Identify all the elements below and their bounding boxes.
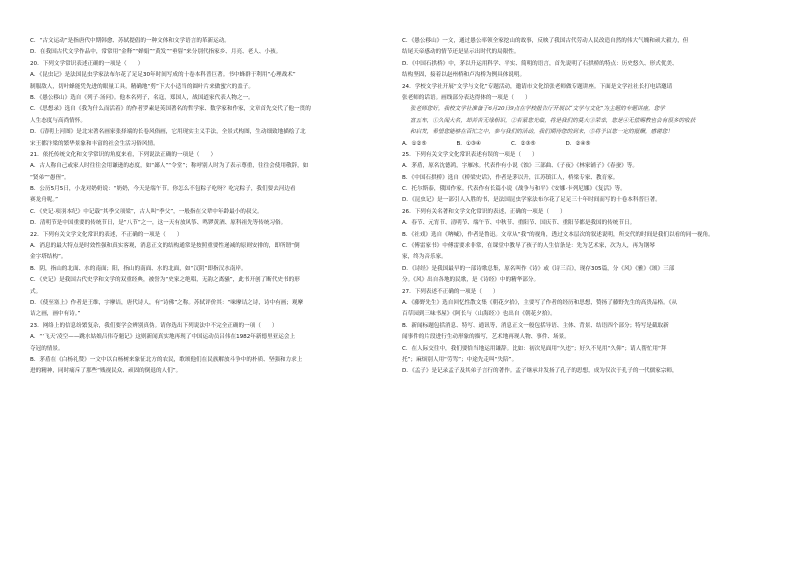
text-line: D．《中国石拱桥》中，茅以升运用科学、平实、简明的语言，首先说明了石拱桥的特点：历史悠久、形式优美、 [402, 60, 678, 67]
text-line: B．《中国石拱桥》选自《桥梁史话》，作者是茅以升，江苏镇江人，桥梁专家、教育家。 [402, 174, 619, 181]
text-line: 结构坚固，接着以赵州桥和卢沟桥为例具体说明。 [402, 72, 526, 79]
text-line: 进的精神，同时痛斥了那些“贱视民众、顽固的倒退的人们”。 [30, 368, 182, 375]
text-line: C．《傅雷家书》中傅雷要求非常，在课堂中教导了孩子的人生信条是：先为艺术家，次为人，再为钢琴 [402, 243, 655, 250]
answer-option: D．②④⑤ [565, 140, 591, 147]
text-line: A．《昆虫记》是法国昆虫学家法布尔花了足足30年时间写成的十卷本科普巨著。书中蜂群于利用“心理战术” [30, 72, 296, 79]
text-line: 23．网络上的信息纷繁复杂，我们要学会辨别真伪。请你选出下列说法中不完全正确的一项（ ） [30, 322, 278, 329]
quoted-passage-line: 张老师您好，我校文学社准备于6月20日9点在学校报告厅开展以“文学与文化”为主题的专题讲座，您学 [410, 106, 665, 113]
text-line: 闻事件的片段进行生动形象的描写，艺术地再现人物、事件、场景。 [402, 334, 570, 341]
text-line: D．在我国古代文学作品中，常常用“金释”“婵娟”“黄发”“垂髫”来分别代指家乡、月亮、老人、小孩。 [30, 49, 282, 56]
text-line: D．《使至塞上》作者是王维，字摩诘，唐代诗人，有“诗佛”之称。苏轼评价其：“味摩诘之诗，诗中有画；观摩 [30, 299, 304, 306]
text-line: 金字塔结构”。 [30, 254, 67, 261]
text-line: D．《孟子》是记录孟子及其弟子言行的著作。孟子继承并发扬了孔子的思想，成为仅次于孔子的一代儒家宗师， [402, 368, 678, 375]
text-line: 分。《风》出自各地的民歌，是《诗经》中的精华部分。 [402, 277, 540, 284]
text-line: A．《藤野先生》选自回忆性散文集《朝花夕拾》，主要写了作者的经历和思想，赞扬了藤野先生的高贵品格。《从 [402, 299, 678, 306]
text-line: C．《史记》是我国古代史学和文学的双重经典，被誉为“史家之绝唱，无韵之离骚”，此书开创了断代史书的形 [30, 277, 300, 284]
text-line: C．“古文运动”是指唐代中期韩愈、苏轼提倡的一种文体和文学语言的革新运动。 [30, 38, 230, 44]
text-line: 20．下列文学常识表述正确的一项是（ ） [30, 60, 144, 67]
answer-option: C．②③⑤ [510, 140, 536, 147]
text-line: A．古人称自己或家人时往往会用谦逊的态度，如“鄙人”“令堂”；称呼别人时为了表示尊重，往往会使用敬辞，如 [30, 163, 309, 170]
text-line: 张老师的话语。画线部分表达得体的一项是（ ） [402, 94, 531, 101]
text-line: C．托尔斯泰，俄国作家。代表作有长篇小说《战争与和平》《安娜·卡列尼娜》《复活》等。 [402, 186, 626, 193]
quoted-passage-line: 和启发，希望您能够在百忙之中，参与我们的活动，我们期待您的到来，⑤将予以您一定的报酬，感谢您！ [410, 129, 673, 136]
text-line: B．新闻标题包括消息、特写、通讯等，消息正文一般包括导语、主体、背景、结语四个部分；特写是截取新 [402, 322, 669, 329]
text-line: 27．下列表述不正确的一项是（ ） [402, 288, 499, 295]
right-column [402, 36, 744, 378]
answer-option: B．①③④ [456, 140, 481, 147]
text-line: C．在人际交往中，我们要恰当地运用谦辞。比如：初次见面用“久违”；好久不见用“久仰”；请人帮忙用“拜 [402, 345, 667, 352]
text-line: B．《愚公移山》选自《列子·汤问》。他本名列子，名寇，郑国人，战国道家代表人物之一。 [30, 94, 254, 101]
text-line: “贤弟”“愚侄”。 [30, 174, 70, 181]
text-line: B．茅盾在《白杨礼赞》一文中以白杨树来象征北方的农民，歌颂他们在民族解放斗争中的朴质、坚强和力求上 [30, 356, 303, 363]
text-line: 百草园到三味书屋》《阿长与〈山海经〉》也出自《朝花夕拾》。 [402, 311, 556, 318]
text-line: 22．下列有关文学文化常识的表述，不正确的一项是（ ） [30, 231, 183, 238]
text-line: B．公历5月5日，小龙对奶奶说：“奶奶，今天是端午节。你怎么不包粽子吃呀？吃完粽子，我们要去河边看 [30, 186, 296, 193]
text-line: B．《社戏》选自《呐喊》，作者是鲁迅。文章从“我”的视角，透过文本层次的叙述说明，所交代的时间是我们以看的同一视角。 [402, 231, 714, 238]
text-line: 赛龙舟呢。” [30, 197, 59, 204]
text-line: D．清明节是中国重要的传统节日，是“八节”之一，这一天有放风筝、鸣锣黄酒、原科祖先等传统习俗。 [30, 220, 287, 227]
text-line: 家，终为音乐家。 [402, 254, 447, 261]
text-line: 宋王都汴梁的繁华景象和丰富的社会生活习俗风情。 [30, 140, 159, 147]
text-line: A．“‘飞天’凌空——跳水姑娘吕伟夺魁记》这则新闻真实地再现了中国运动员吕伟在1982年新德里亚运会上 [30, 334, 296, 341]
text-line: 26．下列有关名著和文学文化常识的表述，正确的一项是（ ） [402, 208, 566, 215]
text-line: D．《诗经》是我国最早的一部诗歌总集，原名叫作《诗》或《诗三百》，现存305篇，分《风》《雅》《颂》三部 [402, 265, 675, 272]
text-line: 21．依托传统文化和文学常识的角度来看，下列说法正确的一项是（ ） [30, 151, 217, 158]
text-line: 式。 [30, 288, 42, 295]
text-line: 结尾天帝感动的情节还是显示出时代的局限性。 [402, 49, 520, 56]
text-line: C．《愚公移山》一文，通过愚公率领全家挖山的故事，反映了我国古代劳动人民改造自然的伟大气魄和顽大毅力，但 [402, 38, 689, 44]
text-line: 24．学校文学社开展“文学与文化”专题活动，邀请市文化馆张老师做专题讲座。下面是文学社社长打电话邀请 [402, 83, 673, 90]
text-line: C．《史记·项羽本纪》中记载“其季父项梁”，古人叫“季父”，一般指在父辈中年龄最小的叔父。 [30, 208, 263, 215]
text-line: 夺冠的情景。 [30, 345, 64, 352]
text-line: D．《清明上河图》是北宋著名画家张择端的长卷风俗画，它用现实主义手法，全景式构图，生动细致地描绘了北 [30, 129, 306, 136]
text-line: 制服敌人，切叶蜂能凭先进的眼量工具，精确地“剪”下大小适当的圆叶片来做蜜穴的盖子。 [30, 83, 254, 90]
text-line: A．茅盾，原名沈德鸿，字雁冰。代表作有小说《蚀》三部曲、《子夜》《林家铺子》《春蚕》等。 [402, 163, 638, 170]
text-line: 人生态度与高尚情怀。 [30, 117, 86, 124]
text-line: 托”；麻烦别人用“劳驾”；中途先走叫“失陪”。 [402, 356, 518, 363]
answer-options [402, 139, 744, 150]
text-line: 诘之画，画中有诗。” [30, 311, 81, 318]
text-line: A．春节、元宵节、清明节、端午节、中秋节、重阳节、国庆节、重阳节都是我国的传统节日。 [402, 220, 636, 227]
text-line: D．《昆虫记》是一部引人入胜的书，是法国昆虫学家法布尔花了足足三十年时间而写的十卷本科普巨著。 [402, 197, 661, 204]
text-line: 25．下列有关文学文化常识表述有误的一项是（ ） [402, 151, 538, 158]
answer-option: A．①②⑤ [402, 140, 427, 147]
text-line: A．消息的最大特点是时效性强和真实客观，消息正文的结构通常是按照重要性递减的原则安排的，即所谓“倒 [30, 243, 300, 250]
text-line: C．《思想录》选自《我为什么而活着》的作者罗素是英国著名的哲学家、数学家和作家，文章首先交代了他一贯的 [30, 106, 311, 113]
quoted-passage-line: 富五车，①久闻大名，却苦苦无缘相识，②若蒙您光临，将是我们的莫大③荣幸，您是④无偿赐教也会有很多的收获 [410, 117, 696, 124]
left-column [30, 36, 372, 378]
text-line: B．阴，指山的北面、水的南面；阳，指山的南面、水的北面，如“汉阴”即指汉水南岸。 [30, 265, 247, 272]
